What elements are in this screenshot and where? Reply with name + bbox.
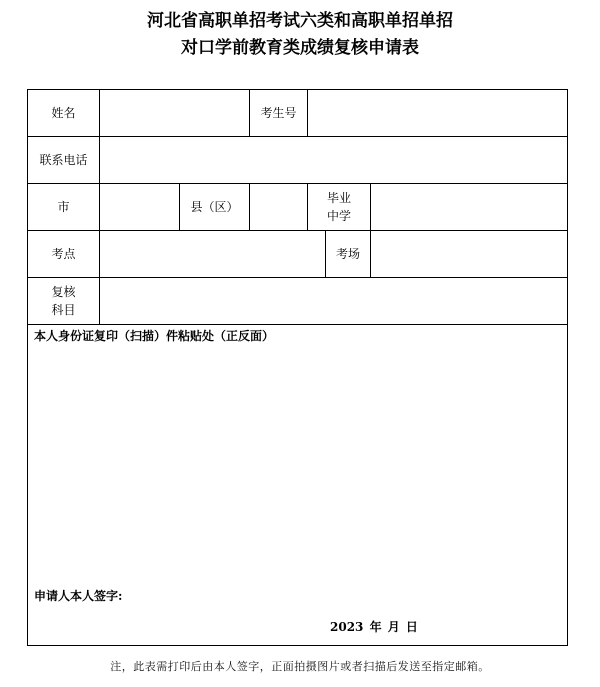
review-subject-field[interactable]: [100, 278, 568, 325]
exam-room-field[interactable]: [371, 231, 568, 278]
graduation-school-label-line-2: 中学: [327, 209, 352, 223]
graduation-school-label: [308, 184, 371, 231]
exam-number-label: 考生号: [250, 90, 308, 137]
phone-field[interactable]: [100, 137, 568, 184]
graduation-school-label-line-1: 毕业: [327, 191, 352, 205]
exam-site-field[interactable]: [100, 231, 326, 278]
review-subject-label: [28, 278, 100, 325]
title-line-2: 对口学前教育类成绩复核申请表: [181, 38, 419, 58]
county-label: 县（区）: [180, 184, 250, 231]
name-label: 姓名: [28, 90, 100, 137]
review-subject-label-line-2: 科目: [51, 303, 76, 317]
footer-note: 注，此表需打印后由本人签字，正面拍摄图片或者扫描后发送至指定邮箱。: [110, 660, 490, 673]
title-line-1: 河北省高职单招考试六类和高职单招单招: [147, 11, 453, 31]
name-field[interactable]: [100, 90, 250, 137]
review-subject-label-line-1: 复核: [51, 285, 76, 299]
signature-date: 2023 年 月 日: [330, 620, 418, 634]
exam-number-field[interactable]: [308, 90, 568, 137]
exam-room-label: 考场: [326, 231, 371, 278]
application-form-table: [27, 89, 568, 646]
id-card-paste-label: 本人身份证复印（扫描）件粘贴处（正反面）: [34, 329, 275, 343]
city-label: 市: [28, 184, 100, 231]
city-field[interactable]: [100, 184, 180, 231]
county-field[interactable]: [250, 184, 308, 231]
applicant-signature-label: 申请人本人签字:: [34, 589, 123, 603]
id-card-paste-area[interactable]: [28, 325, 568, 646]
phone-label: 联系电话: [28, 137, 100, 184]
graduation-school-field[interactable]: [371, 184, 568, 231]
exam-site-label: 考点: [28, 231, 100, 278]
